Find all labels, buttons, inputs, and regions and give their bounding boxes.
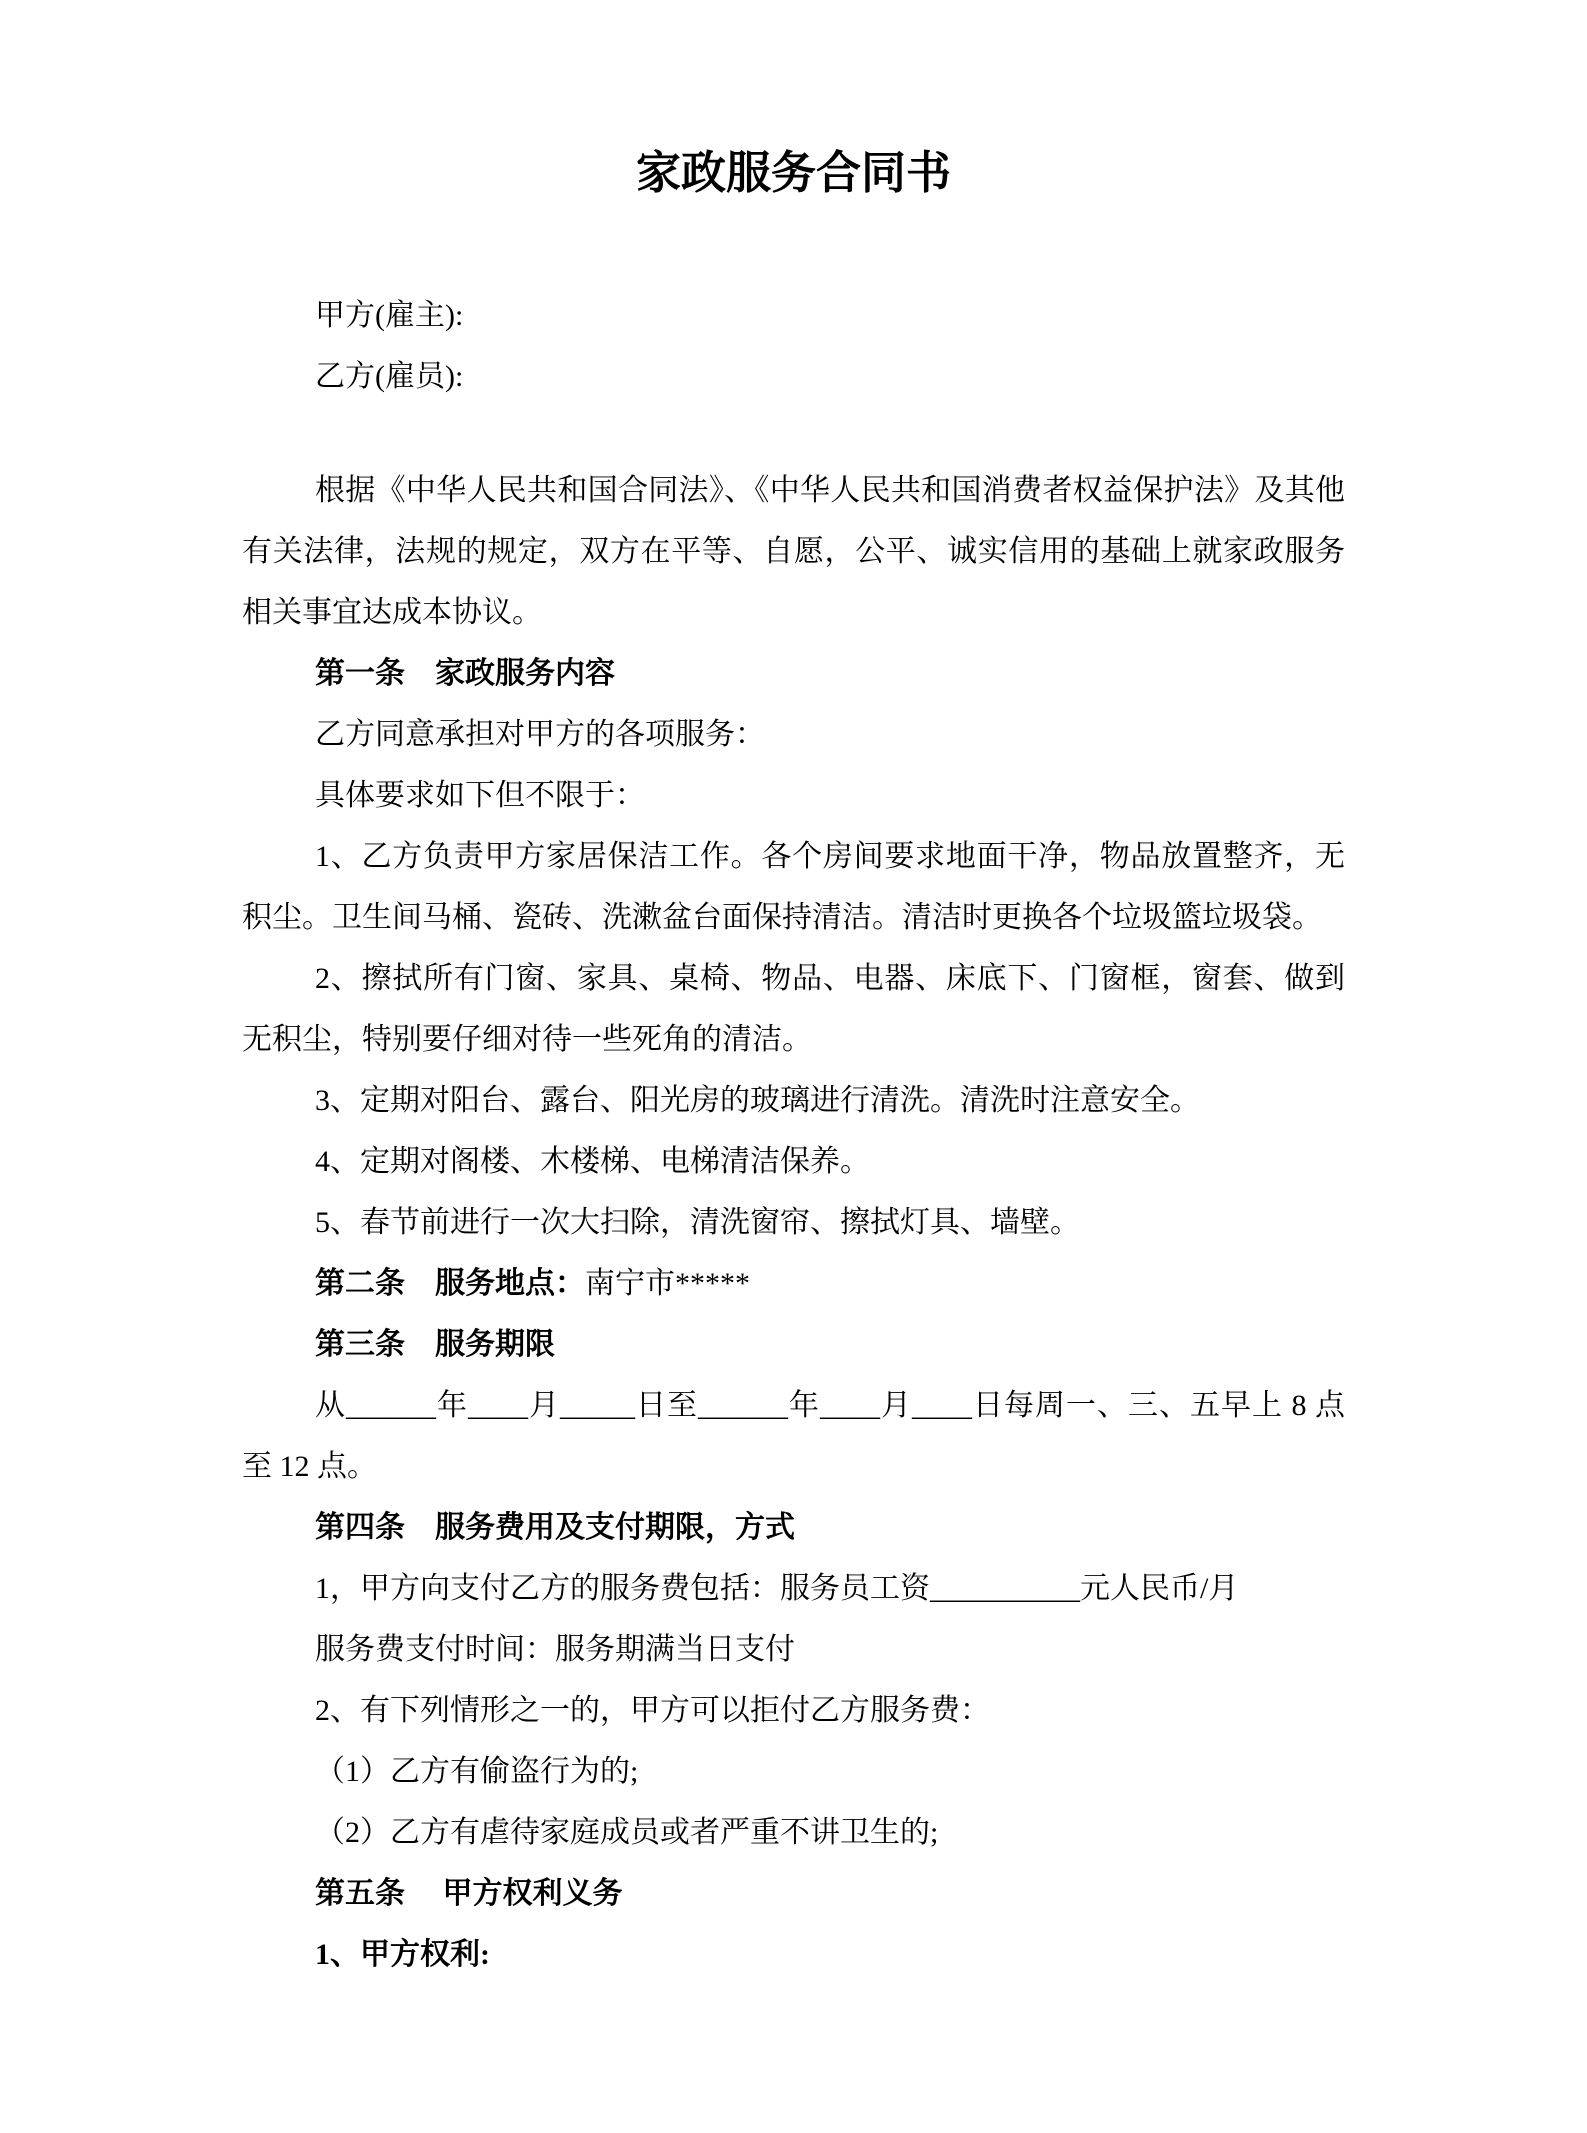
- article1-item-1: 1、乙方负责甲方家居保洁工作。各个房间要求地面干净，物品放置整齐，无积尘。卫生间马桶、瓷砖、洗漱盆台面保持清洁。清洁时更换各个垃圾篮垃圾袋。: [242, 840, 1345, 934]
- article5-sub1: 1、甲方权利:: [315, 1938, 490, 1971]
- article4-fee-line: 1，甲方向支付乙方的服务费包括：服务员工资__________元人民币/月: [315, 1572, 1239, 1605]
- article4-pay-time-line: 服务费支付时间：服务期满当日支付: [315, 1633, 795, 1666]
- article1-lead1: 乙方同意承担对甲方的各项服务：: [315, 718, 765, 751]
- document-title: 家政服务合同书: [635, 148, 951, 198]
- article2-location-value: 南宁市*****: [585, 1267, 750, 1300]
- article3-heading: 第三条 服务期限: [315, 1328, 555, 1361]
- article1-heading: 第一条 家政服务内容: [315, 657, 615, 690]
- party-b-line: 乙方(雇员):: [315, 360, 464, 393]
- article1-item-3: 3、定期对阳台、露台、阳光房的玻璃进行清洗。清洗时注意安全。: [315, 1084, 1200, 1117]
- article2-heading: 第二条 服务地点：: [315, 1267, 585, 1300]
- article1-item-5: 5、春节前进行一次大扫除，清洗窗帘、擦拭灯具、墙壁。: [315, 1206, 1080, 1239]
- article1-lead2: 具体要求如下但不限于：: [315, 779, 645, 812]
- intro-paragraph: 根据《中华人民共和国合同法》、《中华人民共和国消费者权益保护法》及其他有关法律，法规的规定，双方在平等、自愿，公平、诚实信用的基础上就家政服务相关事宜达成本协议。: [242, 474, 1345, 629]
- article4-refuse-item-1: （1）乙方有偷盗行为的;: [315, 1755, 639, 1788]
- article5-heading: 第五条 甲方权利义务: [315, 1877, 623, 1910]
- article4-refuse-item-2: （2）乙方有虐待家庭成员或者严重不讲卫生的;: [315, 1816, 939, 1849]
- article4-refuse-lead: 2、有下列情形之一的，甲方可以拒付乙方服务费：: [315, 1694, 990, 1727]
- article1-item-4: 4、定期对阁楼、木楼梯、电梯清洁保养。: [315, 1145, 870, 1178]
- article2-line: [242, 1253, 1345, 1314]
- article1-item-2: 2、擦拭所有门窗、家具、桌椅、物品、电器、床底下、门窗框，窗套、做到无积尘，特别要仔细对待一些死角的清洁。: [242, 962, 1345, 1056]
- party-a-line: 甲方(雇主):: [315, 299, 464, 332]
- article3-period-line: 从______年____月_____日至______年____月____日每周一、三、五早上 8 点至 12 点。: [242, 1389, 1345, 1483]
- article4-heading: 第四条 服务费用及支付期限，方式: [315, 1511, 795, 1544]
